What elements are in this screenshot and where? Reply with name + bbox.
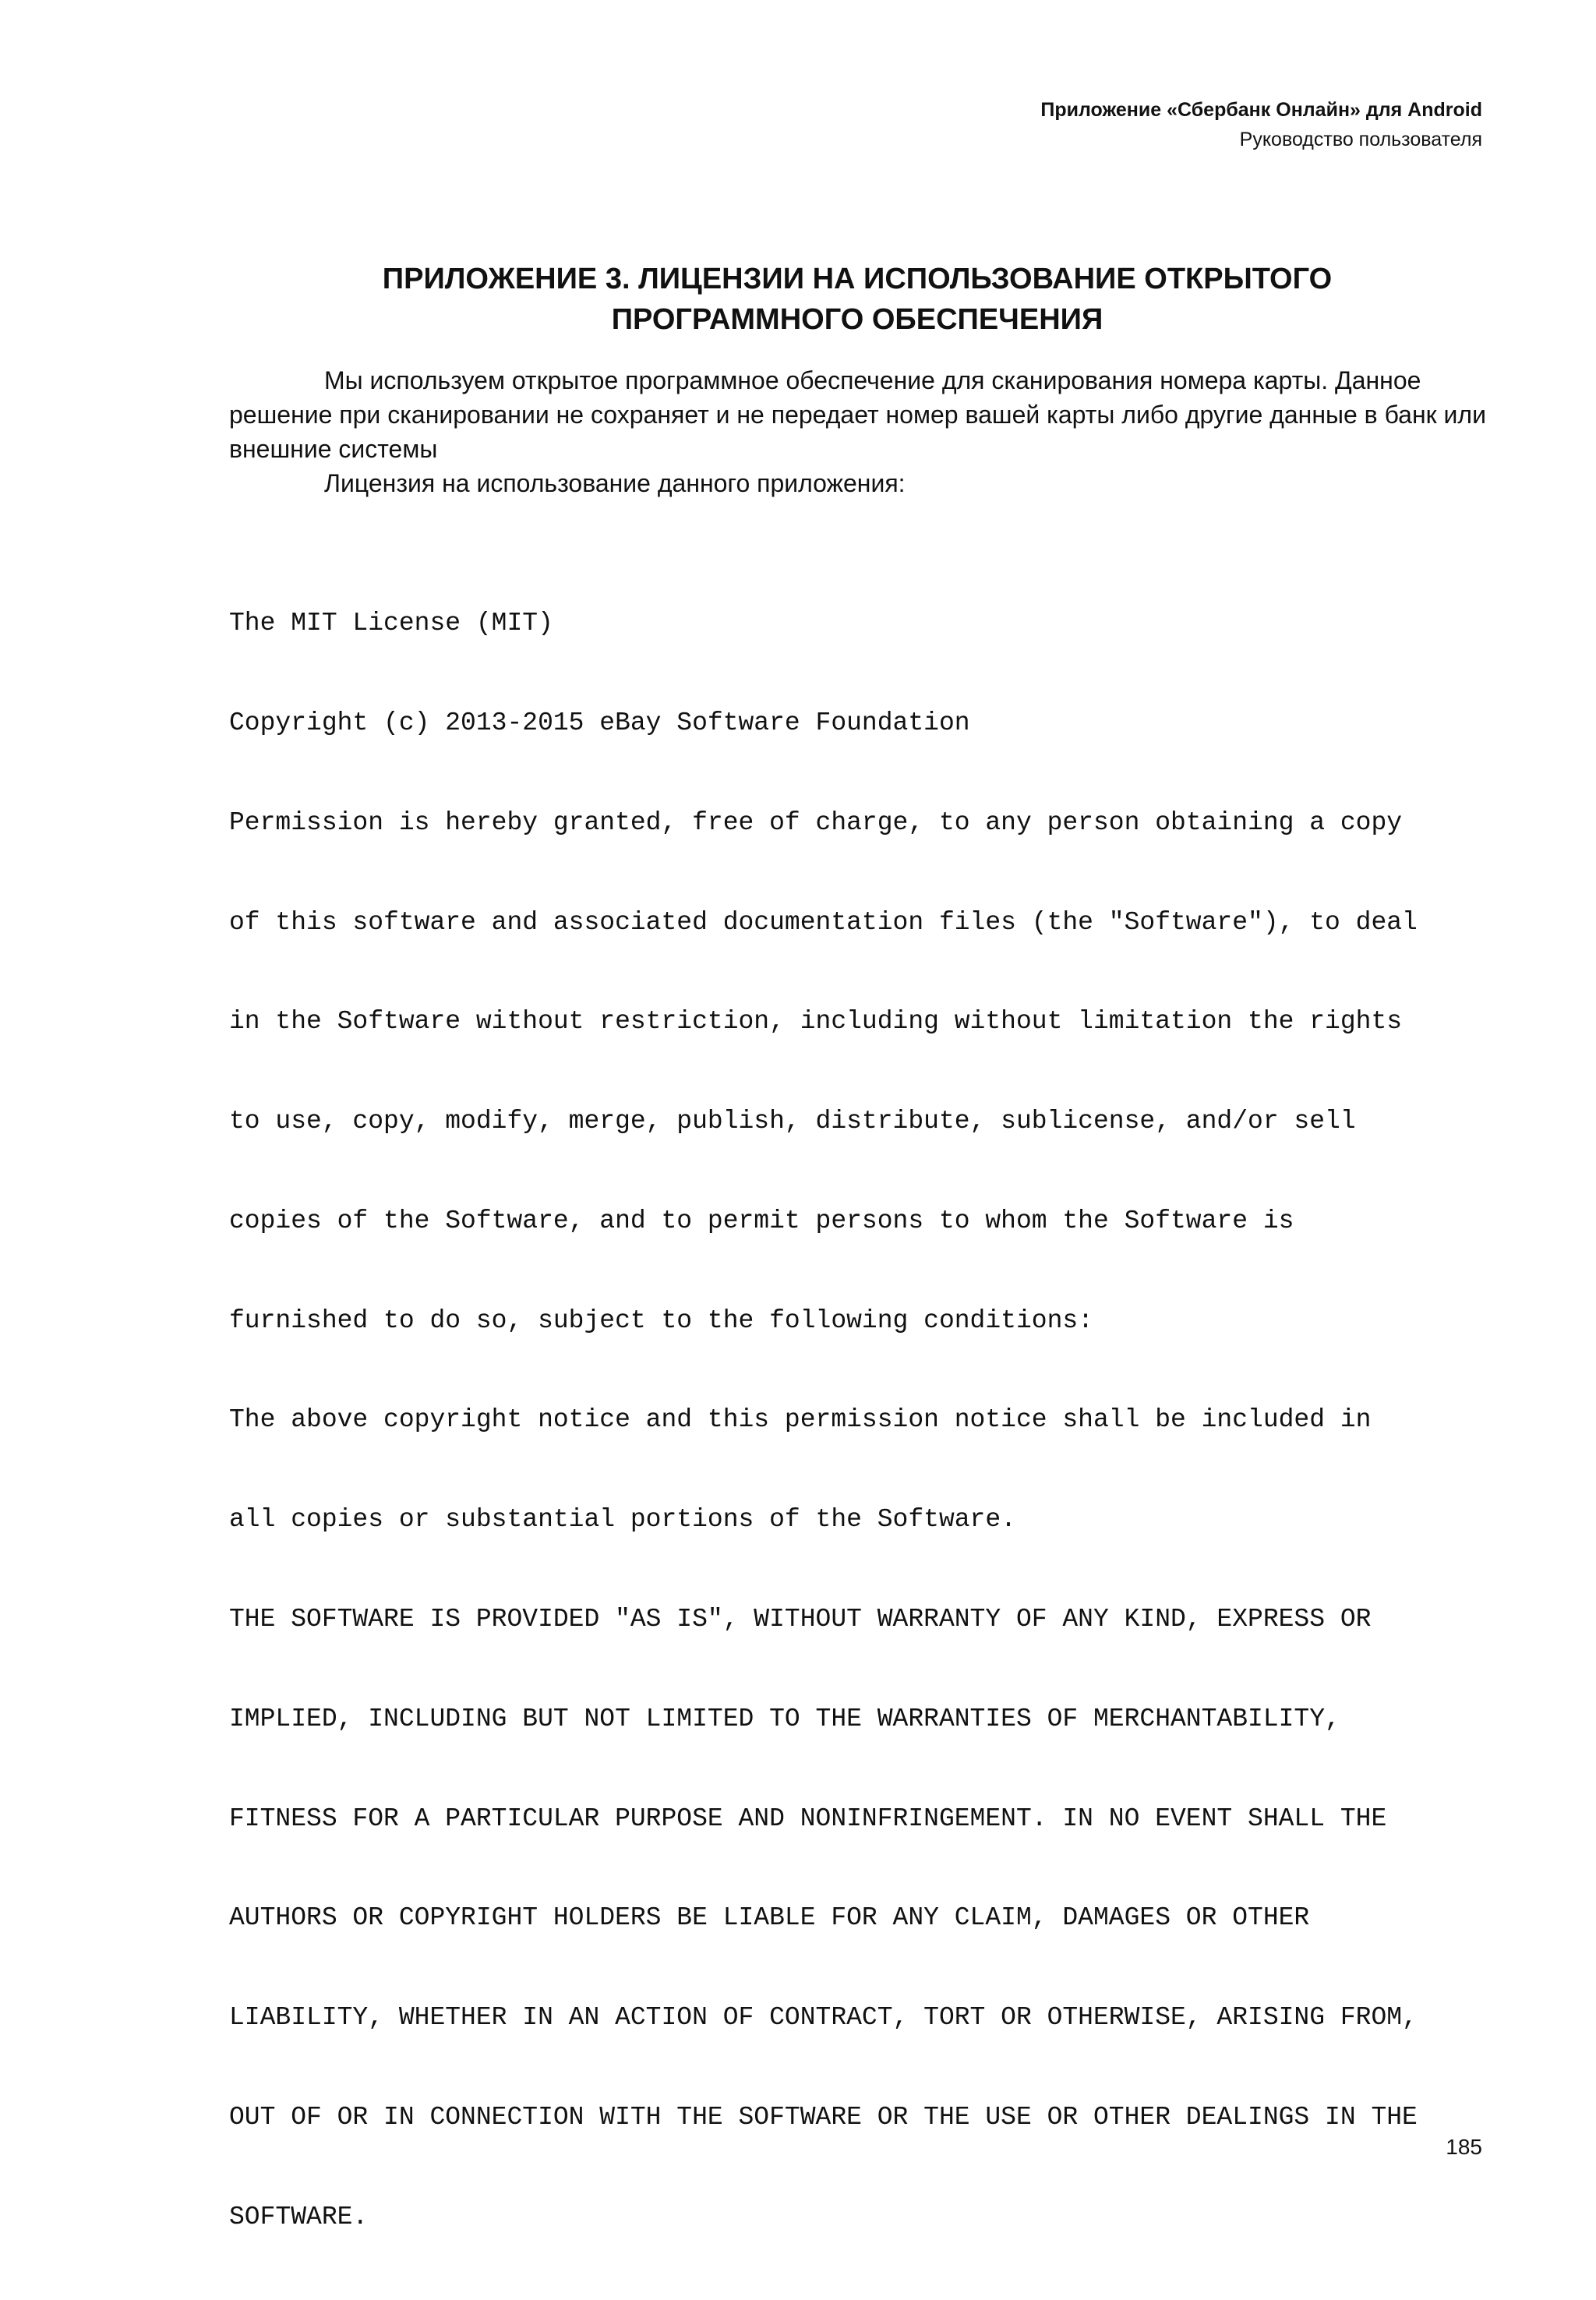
license-line: in the Software without restriction, including without limitation the rights [229,1007,1403,1037]
license-line: OUT OF OR IN CONNECTION WITH THE SOFTWARE OR THE USE OR OTHER DEALINGS IN THE [229,2102,1418,2132]
section-title-line-1: ПРИЛОЖЕНИЕ 3. ЛИЦЕНЗИИ НА ИСПОЛЬЗОВАНИЕ ОТКРЫТОГО [382,263,1333,295]
license-line: The MIT License (MIT) [229,609,553,638]
license-line: The above copyright notice and this permission notice shall be included in [229,1405,1372,1435]
license-line: AUTHORS OR COPYRIGHT HOLDERS BE LIABLE FOR ANY CLAIM, DAMAGES OR OTHER [229,1903,1310,1933]
intro-paragraph: Мы используем открытое программное обеспечение для сканирования номера карты. Данное решение при сканировании не сохраняет и не передает номер вашей карты либо другие данные в банк или внешние системы [229,366,1486,463]
license-line: copies of the Software, and to permit persons to whom the Software is [229,1206,1294,1235]
running-header [1040,95,1482,154]
license-line: to use, copy, modify, merge, publish, distribute, sublicense, and/or sell [229,1107,1356,1136]
license-line: LIABILITY, WHETHER IN AN ACTION OF CONTRACT, TORT OR OTHERWISE, ARISING FROM, [229,2003,1418,2033]
section-title [218,259,1496,340]
license-line: SOFTWARE. [229,2202,369,2231]
license-line: THE SOFTWARE IS PROVIDED "AS IS", WITHOUT WARRANTY OF ANY KIND, EXPRESS OR [229,1605,1372,1634]
license-line: FITNESS FOR A PARTICULAR PURPOSE AND NONINFRINGEMENT. IN NO EVENT SHALL THE [229,1804,1387,1833]
section-title-line-2: ПРОГРАММНОГО ОБЕСПЕЧЕНИЯ [611,303,1103,336]
license-line: Permission is hereby granted, free of charge, to any person obtaining a copy [229,807,1403,837]
license-line: furnished to do so, subject to the following conditions: [229,1305,1093,1335]
header-subtitle: Руководство пользователя [1239,129,1482,150]
body-text [229,363,1492,500]
license-text [229,541,1507,2300]
page-number: 185 [1446,2135,1482,2159]
license-line: IMPLIED, INCLUDING BUT NOT LIMITED TO THE WARRANTIES OF MERCHANTABILITY, [229,1704,1340,1733]
license-line: Copyright (c) 2013-2015 eBay Software Foundation [229,708,970,737]
license-line: all copies or substantial portions of the Software. [229,1505,1016,1535]
license-intro-paragraph: Лицензия на использование данного приложения: [324,469,906,497]
header-title: Приложение «Сбербанк Онлайн» для Android [1040,99,1482,121]
license-line: of this software and associated documentation files (the "Software"), to deal [229,907,1418,937]
